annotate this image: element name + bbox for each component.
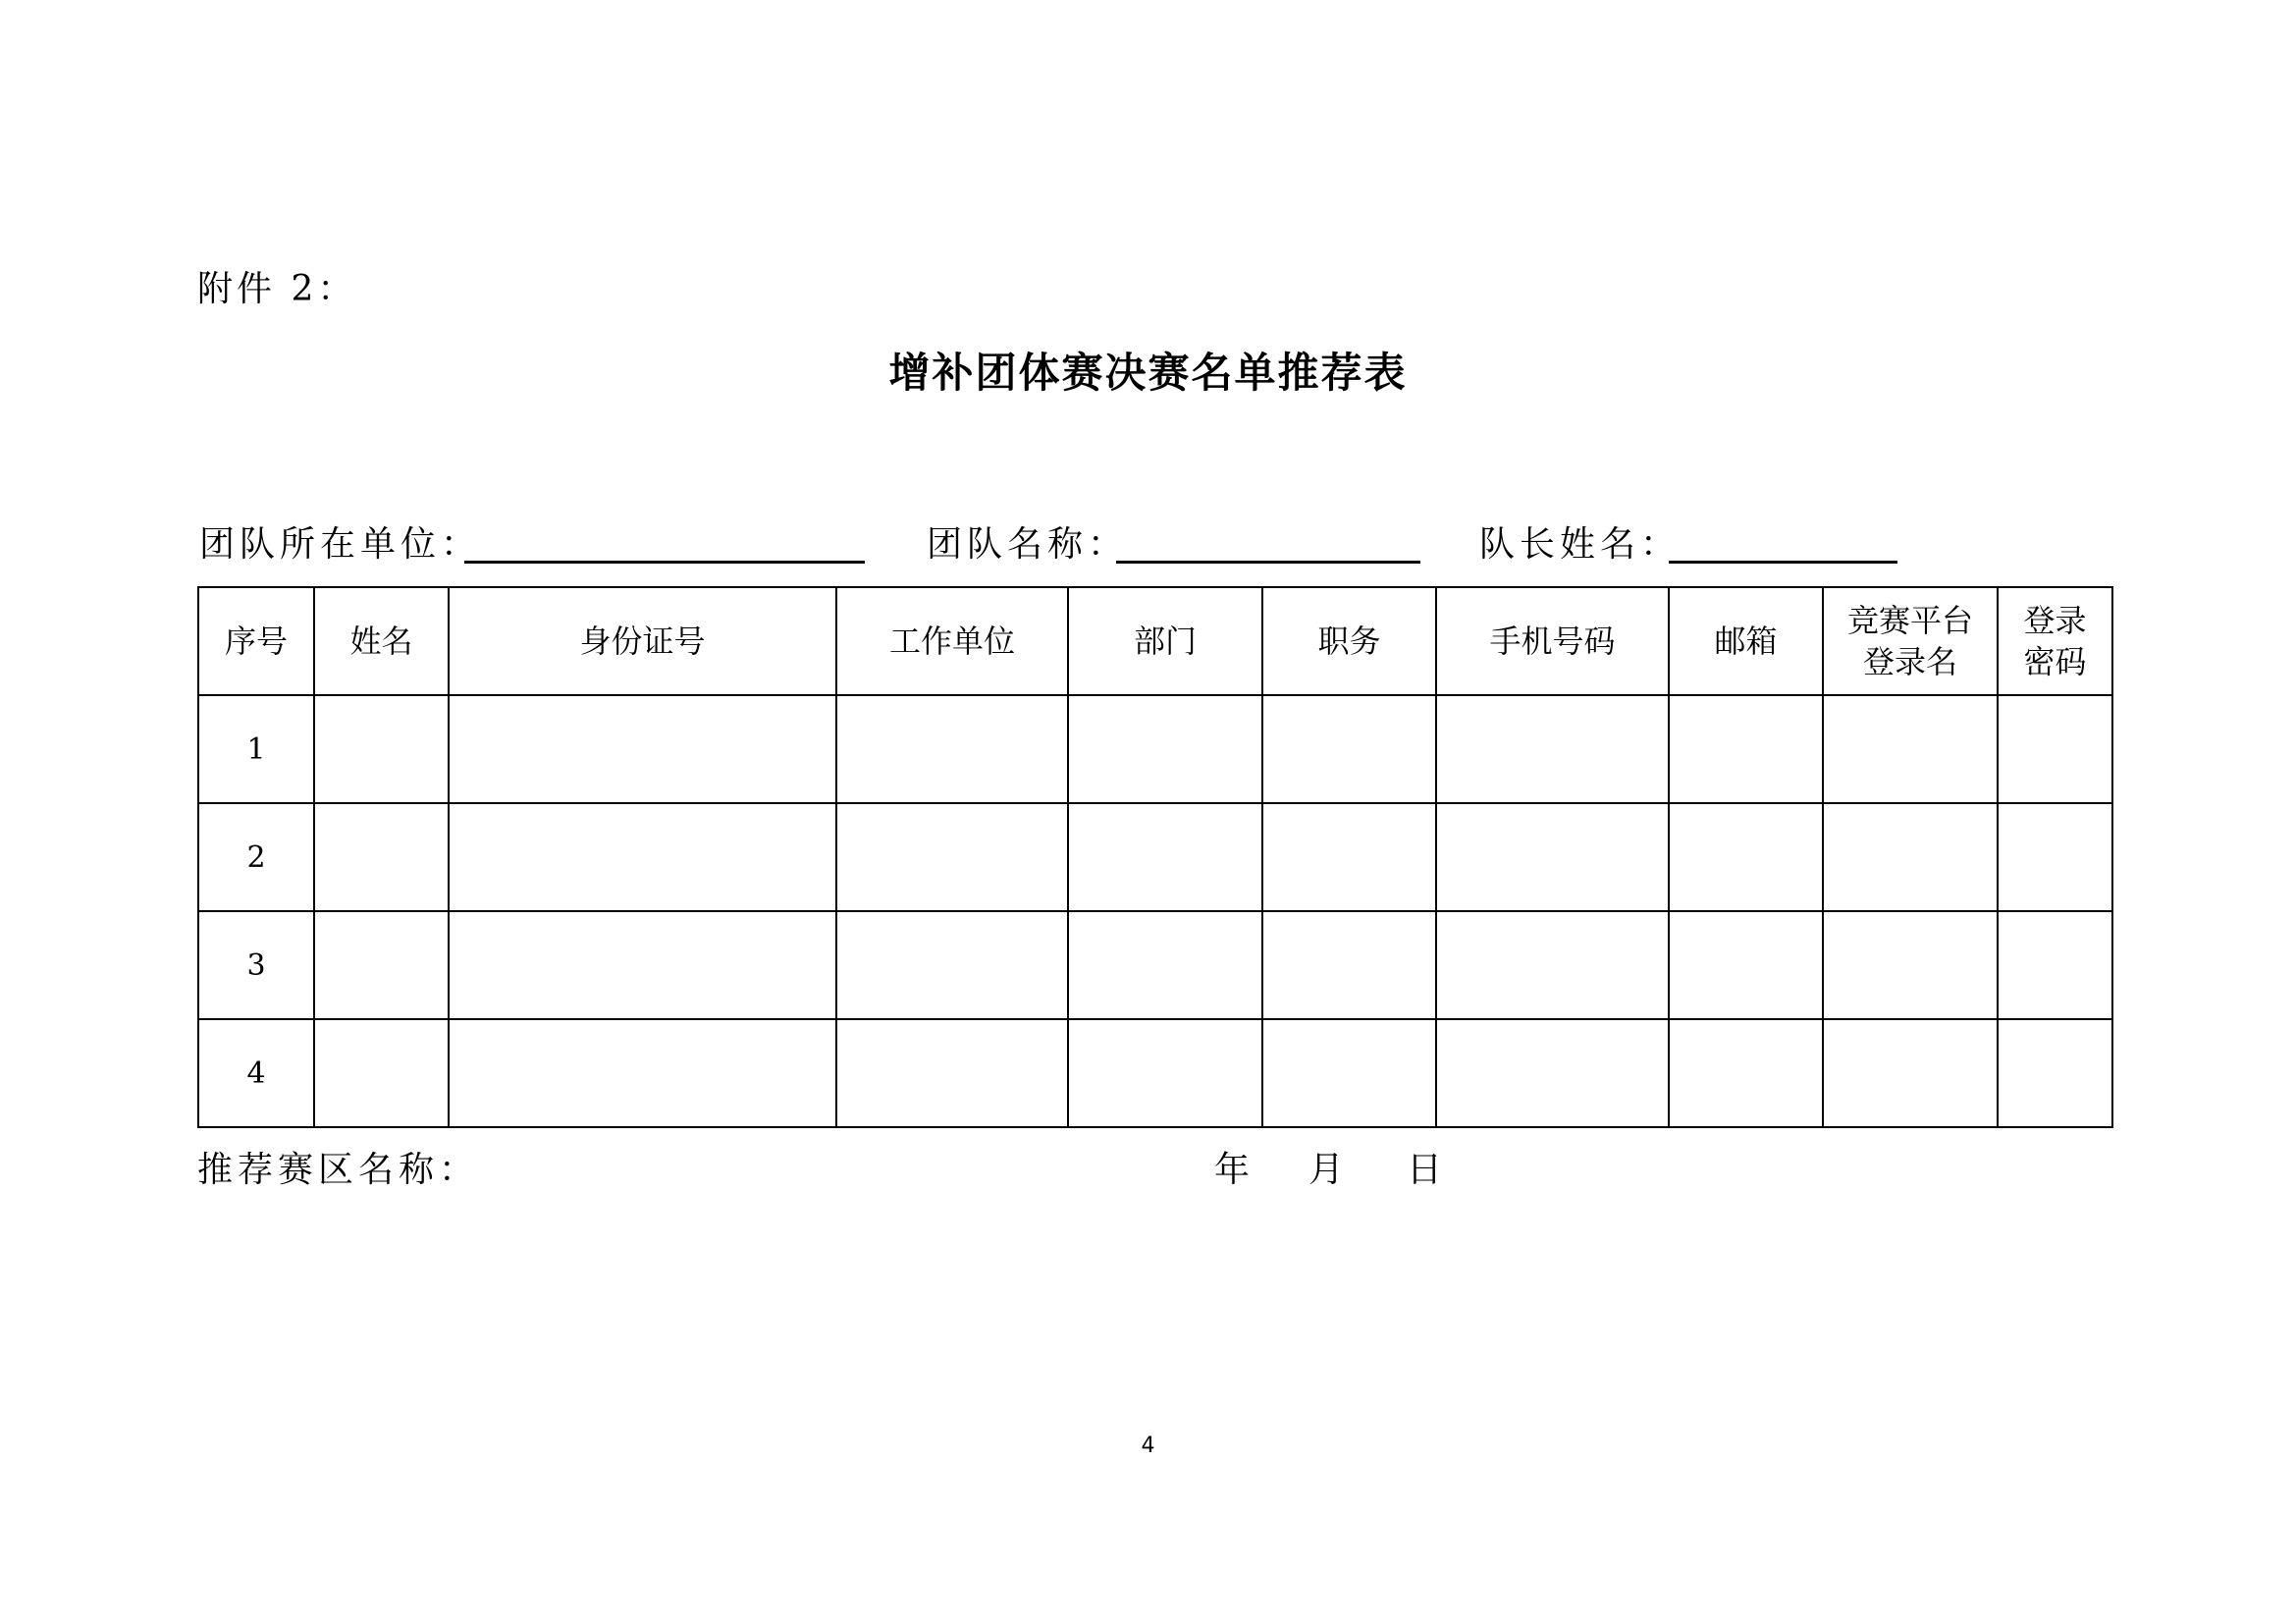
captain-name-label: 队长姓名：: [1479, 524, 1682, 565]
cell-login-name[interactable]: [1823, 1019, 1998, 1127]
cell-password[interactable]: [1998, 1019, 2112, 1127]
date-month-label: 月: [1308, 1150, 1345, 1190]
team-unit-blank[interactable]: [464, 561, 865, 564]
attachment-label: 附件 2：: [197, 269, 357, 309]
region-name-label: 推荐赛区名称：: [197, 1150, 480, 1190]
cell-id-number[interactable]: [449, 1019, 836, 1127]
table-row: [198, 911, 2112, 1019]
cell-id-number[interactable]: [449, 911, 836, 1019]
page-number: 4: [1141, 1434, 1155, 1458]
header-login-name-line1: 竞赛平台: [1846, 602, 1973, 639]
row-seq: 3: [198, 911, 314, 1019]
team-name-blank[interactable]: [1116, 561, 1420, 564]
row-seq: 4: [198, 1019, 314, 1127]
cell-phone[interactable]: [1436, 911, 1669, 1019]
cell-login-name[interactable]: [1823, 695, 1998, 803]
cell-email[interactable]: [1669, 1019, 1823, 1127]
header-id-number: 身份证号: [449, 587, 836, 695]
cell-password[interactable]: [1998, 911, 2112, 1019]
cell-password[interactable]: [1998, 695, 2112, 803]
page-title: 增补团体赛决赛名单推荐表: [888, 349, 1408, 397]
cell-department[interactable]: [1068, 1019, 1262, 1127]
cell-workplace[interactable]: [836, 803, 1068, 911]
cell-department[interactable]: [1068, 911, 1262, 1019]
cell-position[interactable]: [1262, 803, 1436, 911]
header-email: 邮箱: [1669, 587, 1823, 695]
team-name-label: 团队名称：: [927, 524, 1129, 565]
team-info-row: [0, 517, 2296, 576]
cell-phone[interactable]: [1436, 695, 1669, 803]
cell-position[interactable]: [1262, 911, 1436, 1019]
header-name: 姓名: [314, 587, 449, 695]
date-day-label: 日: [1407, 1150, 1443, 1190]
cell-id-number[interactable]: [449, 695, 836, 803]
header-login-name-line2: 登录名: [1862, 643, 1957, 680]
team-unit-label: 团队所在单位：: [199, 524, 482, 565]
row-seq: 1: [198, 695, 314, 803]
header-workplace: 工作单位: [836, 587, 1068, 695]
cell-name[interactable]: [314, 803, 449, 911]
header-seq: 序号: [198, 587, 314, 695]
captain-name-blank[interactable]: [1669, 561, 1897, 564]
cell-position[interactable]: [1262, 695, 1436, 803]
cell-email[interactable]: [1669, 911, 1823, 1019]
table-row: [198, 1019, 2112, 1127]
header-password-line1: 登录: [2023, 602, 2087, 639]
cell-login-name[interactable]: [1823, 803, 1998, 911]
header-phone: 手机号码: [1436, 587, 1669, 695]
header-department: 部门: [1068, 587, 1262, 695]
cell-name[interactable]: [314, 695, 449, 803]
cell-name[interactable]: [314, 911, 449, 1019]
cell-login-name[interactable]: [1823, 911, 1998, 1019]
header-password-line2: 密码: [2023, 643, 2087, 680]
table-header-row: [198, 587, 2112, 695]
cell-phone[interactable]: [1436, 1019, 1669, 1127]
table-row: [198, 695, 2112, 803]
header-position: 职务: [1262, 587, 1436, 695]
cell-workplace[interactable]: [836, 911, 1068, 1019]
cell-name[interactable]: [314, 1019, 449, 1127]
cell-workplace[interactable]: [836, 695, 1068, 803]
cell-id-number[interactable]: [449, 803, 836, 911]
cell-department[interactable]: [1068, 803, 1262, 911]
cell-email[interactable]: [1669, 695, 1823, 803]
header-login-name: [1823, 587, 1998, 695]
cell-workplace[interactable]: [836, 1019, 1068, 1127]
row-seq: 2: [198, 803, 314, 911]
roster-table: [197, 586, 2113, 1128]
date-year-label: 年: [1214, 1150, 1251, 1190]
table-row: [198, 803, 2112, 911]
cell-password[interactable]: [1998, 803, 2112, 911]
cell-position[interactable]: [1262, 1019, 1436, 1127]
header-password: [1998, 587, 2112, 695]
cell-phone[interactable]: [1436, 803, 1669, 911]
cell-email[interactable]: [1669, 803, 1823, 911]
cell-department[interactable]: [1068, 695, 1262, 803]
